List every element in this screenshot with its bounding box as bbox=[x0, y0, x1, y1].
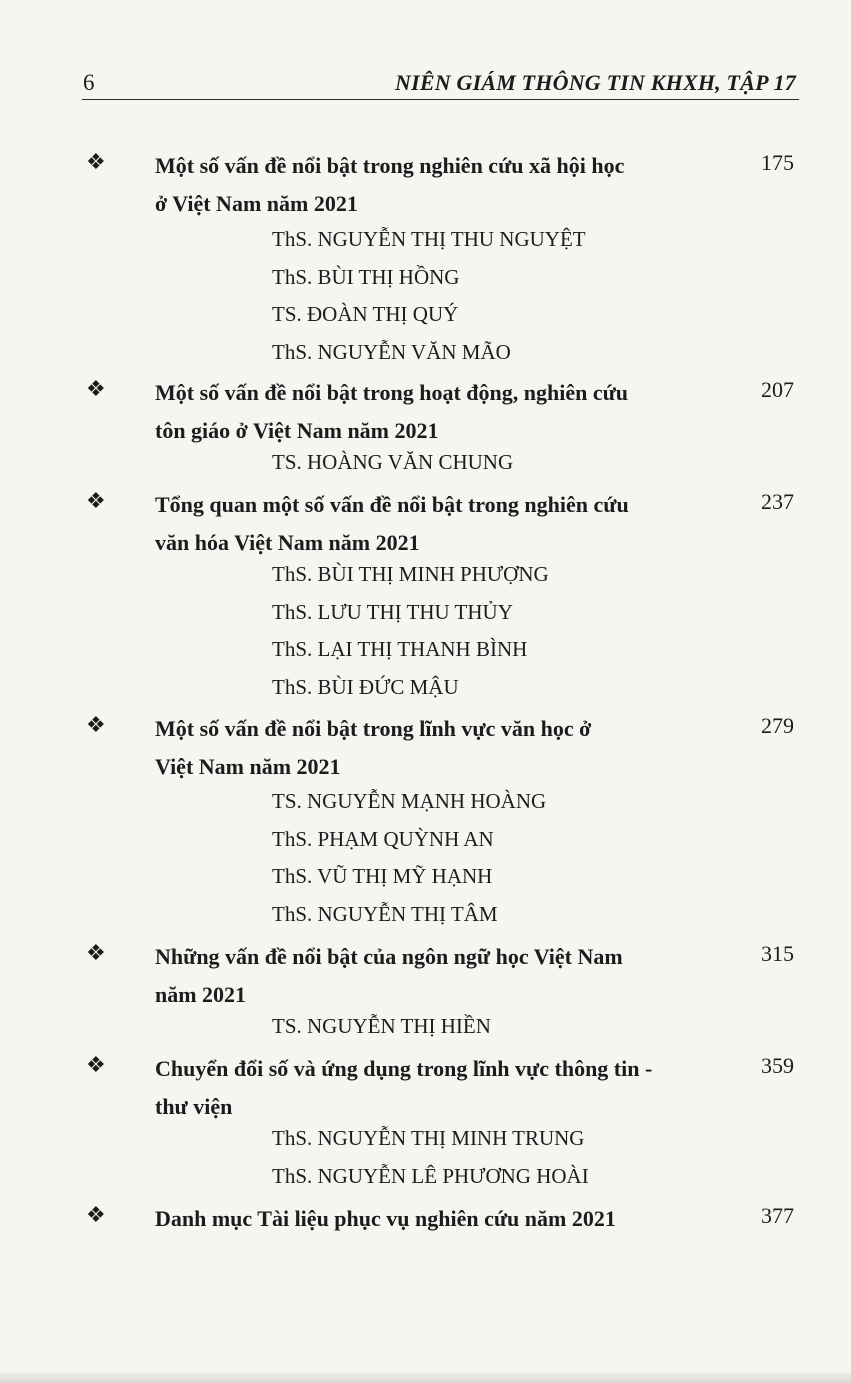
author-name: TS. NGUYỄN MẠNH HOÀNG bbox=[272, 789, 547, 813]
entry-title-line: Một số vấn đề nổi bật trong hoạt động, nghiên cứu bbox=[155, 380, 629, 405]
author-name: ThS. NGUYỄN LÊ PHƯƠNG HOÀI bbox=[272, 1163, 589, 1188]
entry-title-line: Một số vấn đề nổi bật trong nghiên cứu xã hội học bbox=[155, 153, 625, 178]
author-list bbox=[272, 444, 513, 482]
four-diamond-bullet-icon: ❖ bbox=[86, 1053, 106, 1078]
entry-title-line: tôn giáo ở Việt Nam năm 2021 bbox=[155, 418, 439, 443]
entry-title bbox=[155, 1200, 715, 1238]
author-name: ThS. LƯU THỊ THU THỦY bbox=[272, 599, 513, 624]
author-name: ThS. LẠI THỊ THANH BÌNH bbox=[272, 637, 528, 661]
entry-title-line: văn hóa Việt Nam năm 2021 bbox=[155, 530, 420, 555]
author-name: ThS. NGUYỄN THỊ THU NGUYỆT bbox=[272, 227, 586, 251]
four-diamond-bullet-icon: ❖ bbox=[86, 941, 106, 966]
entry-title-line: ở Việt Nam năm 2021 bbox=[155, 191, 358, 216]
author-list bbox=[272, 221, 586, 371]
four-diamond-bullet-icon: ❖ bbox=[86, 713, 106, 738]
entry-title bbox=[155, 486, 715, 562]
four-diamond-bullet-icon: ❖ bbox=[86, 377, 106, 402]
page-number: 6 bbox=[83, 70, 95, 95]
author-name: ThS. NGUYỄN VĂN MÃO bbox=[272, 339, 511, 364]
author-name: ThS. NGUYỄN THỊ MINH TRUNG bbox=[272, 1126, 585, 1150]
author-list bbox=[272, 1120, 589, 1195]
author-name: ThS. BÙI THỊ MINH PHƯỢNG bbox=[272, 562, 549, 586]
entry-title-line: Chuyển đổi số và ứng dụng trong lĩnh vực thông tin - bbox=[155, 1056, 653, 1081]
entry-page-number: 279 bbox=[761, 713, 794, 738]
four-diamond-bullet-icon: ❖ bbox=[86, 489, 106, 514]
page-bottom-edge bbox=[0, 1373, 851, 1383]
entry-title bbox=[155, 710, 715, 786]
author-name: ThS. BÙI THỊ HỒNG bbox=[272, 264, 460, 289]
entry-title-line: thư viện bbox=[155, 1094, 233, 1119]
entry-title bbox=[155, 1050, 715, 1126]
author-name: ThS. PHẠM QUỲNH AN bbox=[272, 826, 494, 851]
author-name: TS. HOÀNG VĂN CHUNG bbox=[272, 450, 514, 474]
running-title: NIÊN GIÁM THÔNG TIN KHXH, TẬP 17 bbox=[394, 70, 796, 95]
entry-page-number: 237 bbox=[761, 489, 794, 514]
author-name: TS. NGUYỄN THỊ HIỀN bbox=[272, 1014, 491, 1038]
entry-page-number: 207 bbox=[761, 377, 794, 402]
entry-page-number: 359 bbox=[761, 1053, 794, 1078]
four-diamond-bullet-icon: ❖ bbox=[86, 150, 106, 175]
entry-page-number: 377 bbox=[761, 1203, 794, 1228]
entry-page-number: 315 bbox=[761, 941, 794, 966]
entry-title-line: Một số vấn đề nổi bật trong lĩnh vực văn học ở bbox=[155, 716, 592, 741]
entry-title-line: Những vấn đề nổi bật của ngôn ngữ học Việt Nam bbox=[155, 944, 623, 969]
four-diamond-bullet-icon: ❖ bbox=[86, 1203, 106, 1228]
entry-title bbox=[155, 938, 715, 1014]
entry-page-number: 175 bbox=[761, 150, 794, 175]
header-rule bbox=[82, 99, 799, 100]
entry-title bbox=[155, 147, 715, 223]
author-list bbox=[272, 1008, 491, 1046]
author-name: TS. ĐOÀN THỊ QUÝ bbox=[272, 302, 459, 326]
entry-title-line: năm 2021 bbox=[155, 982, 247, 1007]
author-list bbox=[272, 556, 549, 706]
entry-title bbox=[155, 374, 715, 450]
author-name: ThS. BÙI ĐỨC MẬU bbox=[272, 674, 459, 699]
entry-title-line: Việt Nam năm 2021 bbox=[155, 754, 341, 779]
author-name: ThS. NGUYỄN THỊ TÂM bbox=[272, 901, 498, 926]
author-name: ThS. VŨ THỊ MỸ HẠNH bbox=[272, 864, 493, 888]
author-list bbox=[272, 783, 546, 933]
entry-title-line: Danh mục Tài liệu phục vụ nghiên cứu năm 2021 bbox=[155, 1206, 616, 1231]
entry-title-line: Tổng quan một số vấn đề nổi bật trong nghiên cứu bbox=[155, 492, 629, 517]
